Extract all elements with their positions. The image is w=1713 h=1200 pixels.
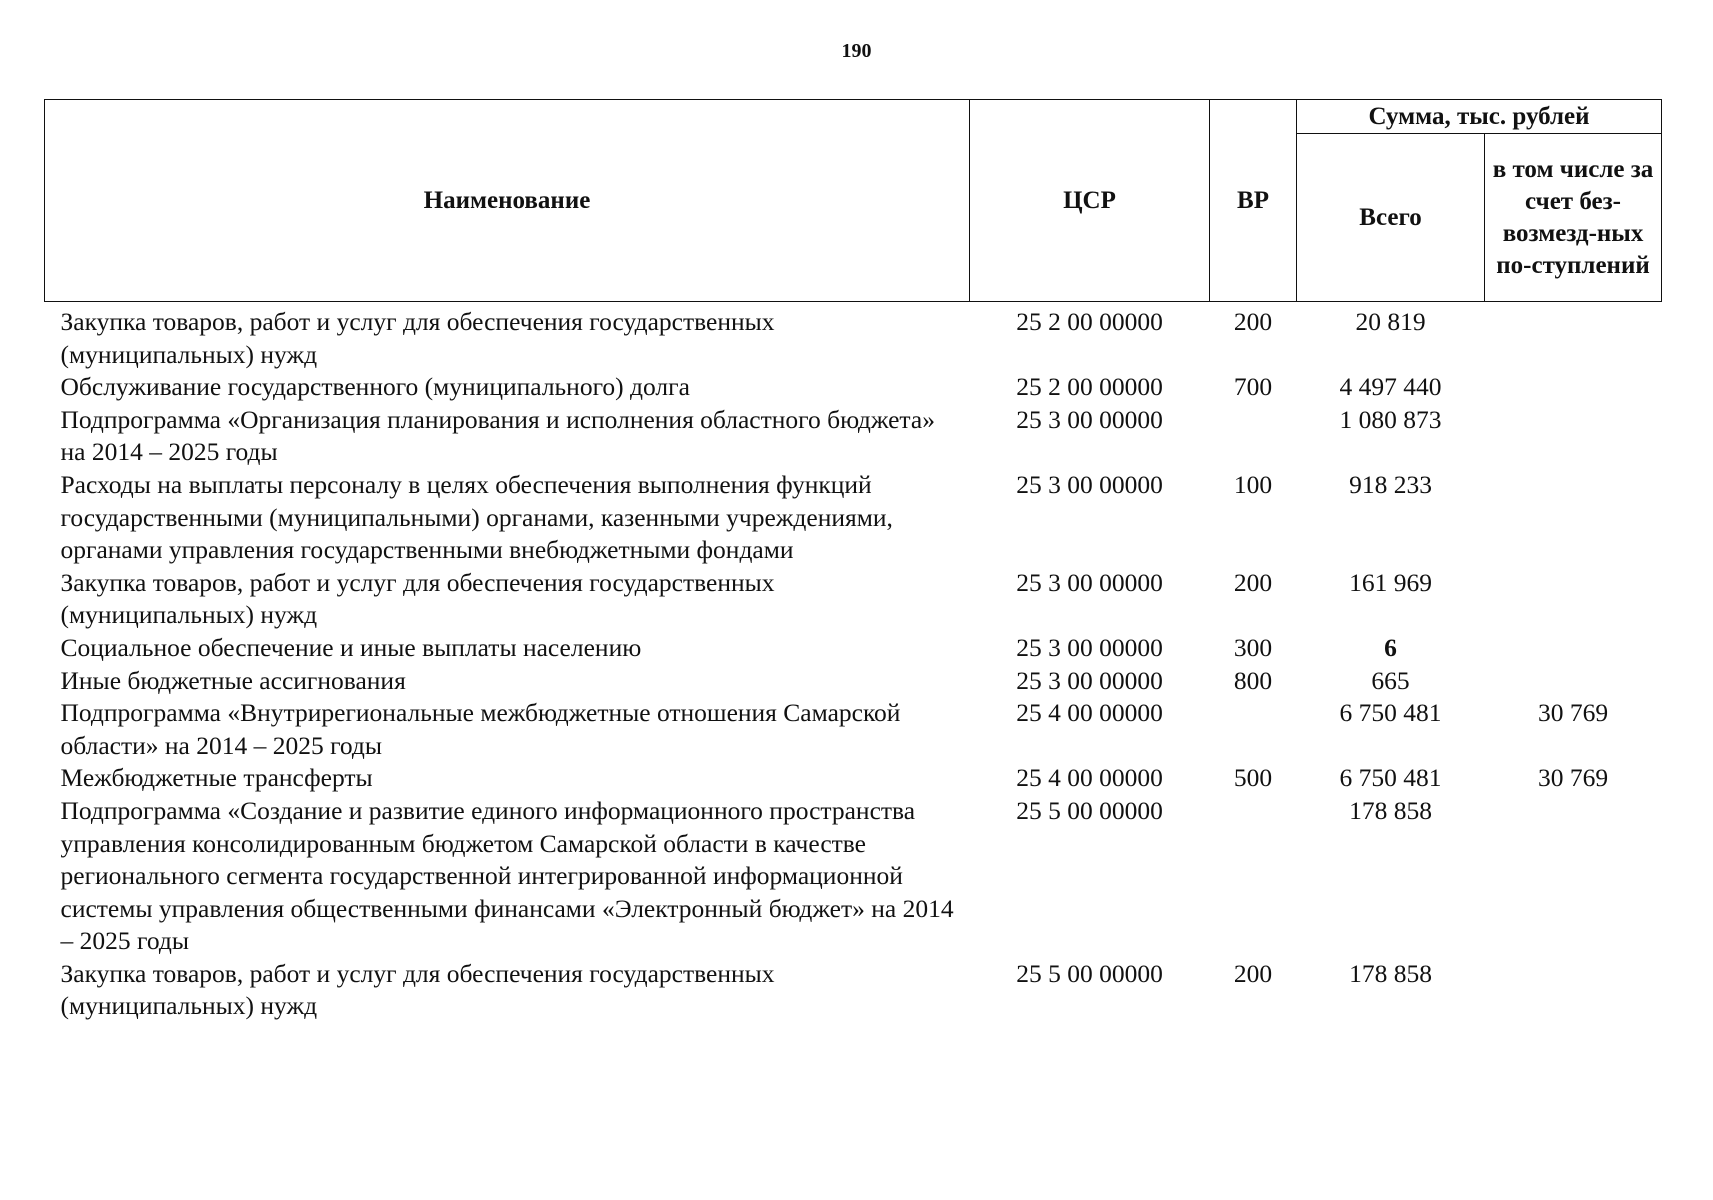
row-csr: 25 4 00 00000 [1016, 698, 1163, 728]
row-csr: 25 3 00 00000 [1016, 469, 1163, 499]
row-total: 6 750 481 [1339, 698, 1442, 728]
row-total: 665 [1371, 665, 1410, 695]
row-free [1485, 665, 1662, 698]
row-name: Обслуживание государственного (муниципального) долга [60, 372, 690, 402]
row-vr: 200 [1233, 958, 1273, 988]
row-vr [1210, 697, 1297, 762]
row-vr: 200 [1233, 567, 1273, 597]
table-row [45, 958, 1662, 1023]
row-free [1485, 371, 1662, 404]
row-name: Социальное обеспечение и иные выплаты населению [60, 632, 642, 662]
table-row [45, 697, 1662, 762]
row-vr: 700 [1233, 372, 1273, 402]
row-total: 178 858 [1349, 958, 1432, 988]
row-vr: 100 [1233, 469, 1273, 499]
row-name: Межбюджетные трансферты [60, 763, 373, 793]
table-row [45, 665, 1662, 698]
page-number: 190 [841, 40, 872, 62]
row-vr [1210, 795, 1297, 958]
table-row [45, 469, 1662, 567]
row-csr: 25 4 00 00000 [1016, 763, 1163, 793]
row-vr: 500 [1233, 763, 1273, 793]
row-free: 30 769 [1537, 763, 1609, 793]
row-total: 6 [1384, 632, 1397, 662]
row-free [1485, 958, 1662, 1023]
row-total: 6 750 481 [1339, 763, 1442, 793]
row-free [1485, 469, 1662, 567]
row-name: Закупка товаров, работ и услуг для обеспечения государственных (муниципальных) нужд [60, 567, 775, 630]
row-free [1485, 404, 1662, 469]
row-csr: 25 2 00 00000 [1016, 307, 1163, 336]
table-row [45, 632, 1662, 665]
row-vr: 800 [1233, 665, 1273, 695]
table-row [45, 567, 1662, 632]
row-total: 161 969 [1349, 567, 1432, 597]
header-vr: ВР [1210, 100, 1297, 302]
row-csr: 25 3 00 00000 [1016, 632, 1163, 662]
row-name: Закупка товаров, работ и услуг для обеспечения государственных (муниципальных) нужд [60, 958, 775, 1021]
header-csr: ЦСР [970, 100, 1210, 302]
row-name: Подпрограмма «Внутрирегиональные межбюджетные отношения Самарской области» на 2014 – 2025 годы [60, 698, 901, 760]
header-total: Всего [1297, 134, 1485, 302]
row-vr: 200 [1233, 307, 1273, 336]
row-csr: 25 3 00 00000 [1016, 665, 1163, 695]
row-name: Расходы на выплаты персоналу в целях обеспечения выполнения функций государственными (муниципальными) органами, казенными учреждениями, органами управления государственными внебюджетными фондами [60, 469, 893, 565]
table-row [45, 371, 1662, 404]
row-csr: 25 3 00 00000 [1016, 404, 1163, 434]
table-row [45, 762, 1662, 795]
row-name: Иные бюджетные ассигнования [60, 665, 406, 695]
row-name: Подпрограмма «Организация планирования и исполнения областного бюджета» на 2014 – 2025 годы [60, 404, 935, 467]
row-vr [1210, 404, 1297, 469]
table-row [45, 795, 1662, 958]
row-free [1485, 632, 1662, 665]
row-free [1485, 302, 1662, 372]
row-name: Подпрограмма «Создание и развитие единого информационного пространства управления консолидированным бюджетом Самарской области в качестве регионального сегмента государственной интегрированной информационной системы управления общественными финансами «Электронный бюджет» на 2014 – 2025 годы [60, 795, 954, 956]
row-total: 4 497 440 [1339, 372, 1442, 402]
table-header [45, 100, 1662, 302]
row-total: 1 080 873 [1339, 404, 1442, 434]
table-body [45, 302, 1662, 1024]
header-sum-group: Сумма, тыс. рублей [1297, 100, 1662, 134]
header-name: Наименование [45, 100, 970, 302]
row-total: 178 858 [1349, 795, 1432, 825]
row-csr: 25 2 00 00000 [1016, 372, 1163, 402]
row-csr: 25 5 00 00000 [1016, 958, 1163, 988]
table-row [45, 302, 1662, 372]
row-name: Закупка товаров, работ и услуг для обеспечения государственных (муниципальных) нужд [60, 307, 775, 369]
row-free: 30 769 [1537, 698, 1609, 728]
row-total: 918 233 [1349, 469, 1432, 499]
row-csr: 25 5 00 00000 [1016, 795, 1163, 825]
row-total: 20 819 [1355, 307, 1426, 336]
row-free [1485, 795, 1662, 958]
row-vr: 300 [1233, 632, 1273, 662]
header-free-receipts: в том числе за счет без-возмезд-ных по-ступлений [1485, 134, 1662, 302]
row-free [1485, 567, 1662, 632]
budget-table [44, 99, 1662, 1023]
table-row [45, 404, 1662, 469]
row-csr: 25 3 00 00000 [1016, 567, 1163, 597]
